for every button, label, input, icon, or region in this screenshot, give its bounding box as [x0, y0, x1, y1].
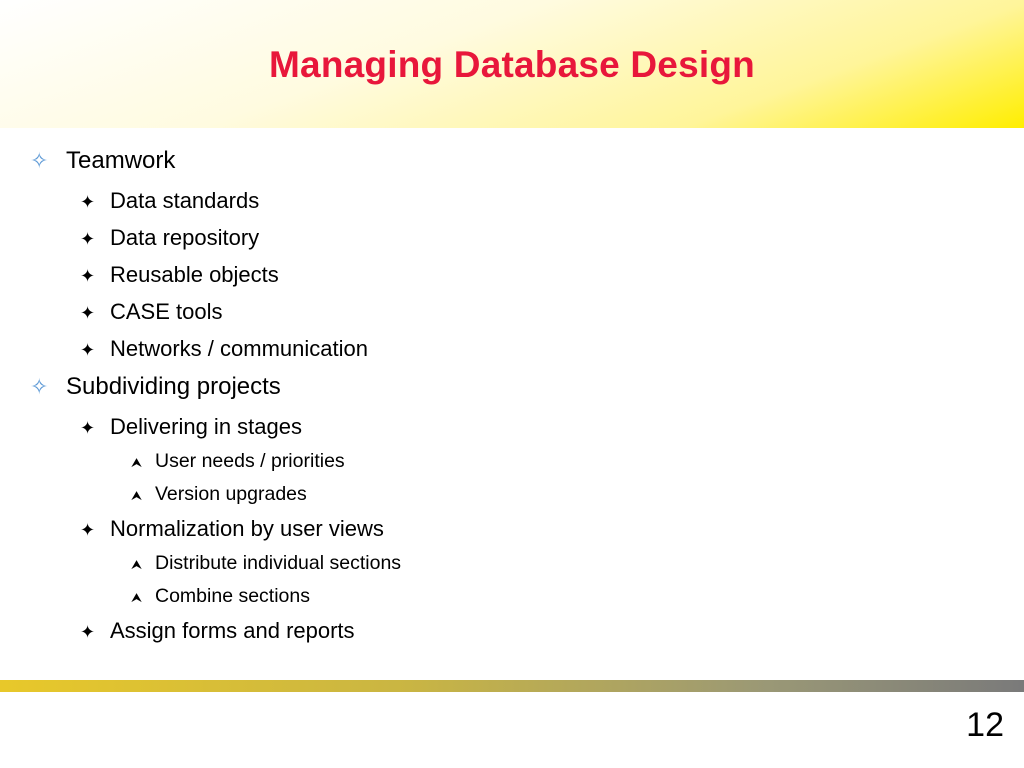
mountain-icon: ⮝	[131, 488, 143, 503]
four-point-star-icon: ✦	[80, 340, 96, 360]
bullet-distribute-sections	[131, 552, 401, 575]
four-point-star-icon: ✦	[80, 229, 96, 249]
bullet-text: Version upgrades	[155, 483, 307, 505]
bullet-text: Reusable objects	[110, 262, 279, 287]
four-point-star-icon: ✦	[80, 303, 96, 323]
bullet-text: User needs / priorities	[155, 450, 345, 472]
bullet-text: Subdividing projects	[66, 373, 281, 400]
bullet-reusable-objects	[80, 262, 279, 288]
bullet-assign-forms	[80, 618, 355, 644]
bullet-text: Teamwork	[66, 147, 176, 174]
bullet-data-standards	[80, 188, 259, 214]
bullet-normalization	[80, 516, 384, 542]
bullet-networks	[80, 336, 368, 362]
mountain-icon: ⮝	[131, 557, 143, 572]
mountain-icon: ⮝	[131, 590, 143, 605]
bullet-text: Data standards	[110, 188, 260, 213]
bullet-case-tools	[80, 299, 223, 325]
bullet-text: Data repository	[110, 225, 260, 250]
page-number: 12	[966, 706, 1004, 744]
mountain-icon: ⮝	[131, 455, 143, 470]
bullet-combine-sections	[131, 585, 310, 608]
four-point-star-icon: ✦	[80, 192, 96, 212]
slide-title: Managing Database Design	[269, 44, 755, 85]
four-point-star-icon: ✦	[80, 266, 96, 286]
four-point-star-icon: ✦	[80, 418, 96, 438]
bullet-text: Delivering in stages	[110, 414, 302, 439]
bullet-teamwork	[30, 147, 175, 175]
bullet-text: Assign forms and reports	[110, 618, 355, 643]
bullet-subdividing-projects	[30, 373, 281, 401]
bullet-version-upgrades	[131, 483, 307, 506]
four-point-star-outline-icon: ✧	[30, 374, 49, 399]
bullet-user-needs	[131, 450, 345, 473]
bullet-text: Networks / communication	[110, 336, 368, 361]
bullet-data-repository	[80, 225, 259, 251]
bullet-text: CASE tools	[110, 299, 223, 324]
four-point-star-outline-icon: ✧	[30, 148, 49, 173]
bullet-delivering-in-stages	[80, 414, 302, 440]
bullet-text: Distribute individual sections	[155, 552, 402, 574]
footer-divider-bar	[0, 680, 1024, 692]
four-point-star-icon: ✦	[80, 520, 96, 540]
bullet-text: Normalization by user views	[110, 516, 384, 541]
four-point-star-icon: ✦	[80, 622, 96, 642]
bullet-text: Combine sections	[155, 585, 310, 607]
